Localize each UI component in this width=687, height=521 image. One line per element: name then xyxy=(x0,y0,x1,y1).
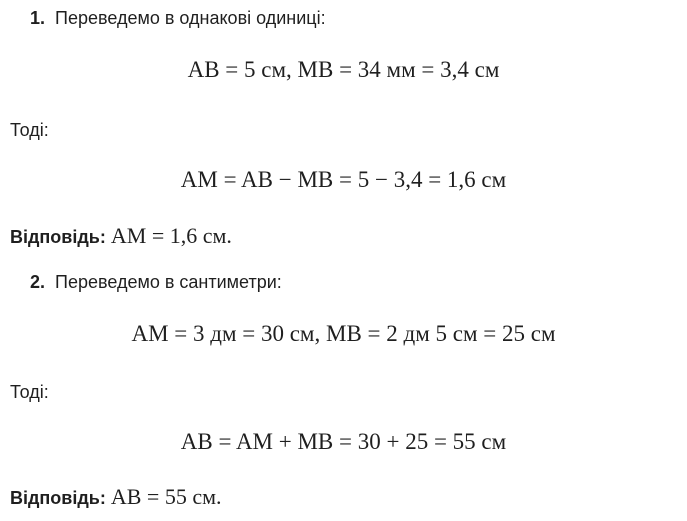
step-text: Переведемо в однакові одиниці: xyxy=(55,8,326,28)
formula-calculation: AM = AB − MB = 5 − 3,4 = 1,6 см xyxy=(180,167,507,192)
then-label: Тоді: xyxy=(10,382,49,402)
formula-units: AM = 3 дм = 30 см, MB = 2 дм 5 см = 25 см xyxy=(131,321,556,346)
formula-units: AB = 5 см, MB = 34 мм = 3,4 см xyxy=(187,57,500,82)
step-number: 1. xyxy=(30,8,46,28)
step-number: 2. xyxy=(30,272,46,292)
answer-label: Відповідь: xyxy=(10,488,106,508)
answer xyxy=(0,485,687,510)
answer-value: AM = 1,6 см. xyxy=(110,223,232,248)
answer xyxy=(0,224,687,249)
step-text: Переведемо в сантиметри: xyxy=(55,272,282,292)
answer-value: AB = 55 см. xyxy=(110,484,222,509)
formula-calculation: AB = AM + MB = 30 + 25 = 55 см xyxy=(180,429,507,454)
answer-label: Відповідь: xyxy=(10,227,106,247)
then-label: Тоді: xyxy=(10,120,49,140)
